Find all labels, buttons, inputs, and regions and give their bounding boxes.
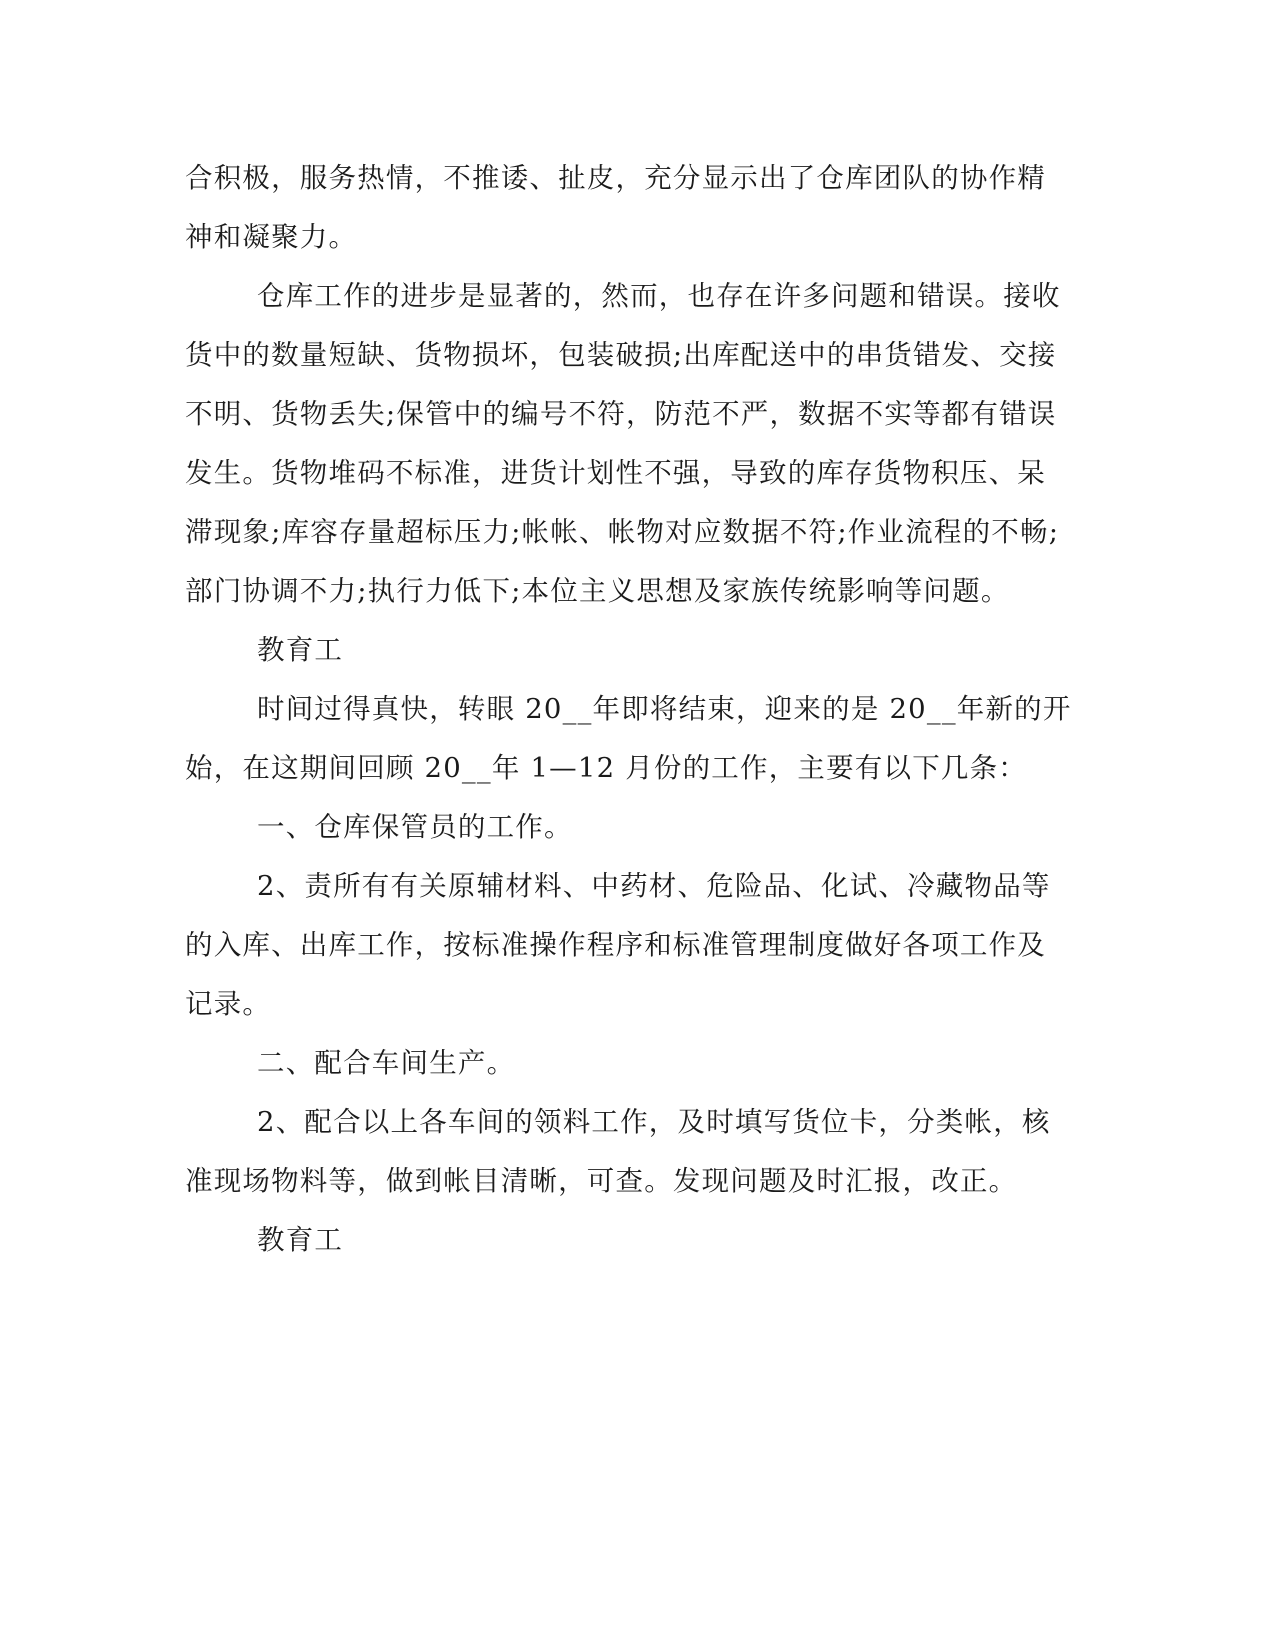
text-line: 的入库、出库工作，按标准操作程序和标准管理制度做好各项工作及	[185, 929, 1046, 961]
text-line: 部门协调不力;执行力低下;本位主义思想及家族传统影响等问题。	[185, 575, 1010, 607]
section-heading: 教育工	[257, 1224, 344, 1256]
text-line: 合积极，服务热情，不推诿、扯皮，充分显示出了仓库团队的协作精	[185, 162, 1046, 194]
paragraph-start-line: 时间过得真快，转眼 20__年即将结束，迎来的是 20__年新的开	[257, 693, 1072, 725]
text-line: 神和凝聚力。	[185, 221, 358, 253]
paragraph-start-line: 2、配合以上各车间的领料工作，及时填写货位卡，分类帐，核	[257, 1106, 1051, 1138]
section-heading: 一、仓库保管员的工作。	[257, 811, 573, 843]
text-line: 不明、货物丢失;保管中的编号不符，防范不严，数据不实等都有错误	[185, 398, 1057, 430]
section-heading: 教育工	[257, 634, 344, 666]
text-line: 货中的数量短缺、货物损坏，包装破损;出库配送中的串货错发、交接	[185, 339, 1057, 371]
section-heading: 二、配合车间生产。	[257, 1047, 516, 1079]
paragraph-start-line: 仓库工作的进步是显著的，然而，也存在许多问题和错误。接收	[257, 280, 1061, 312]
paragraph-start-line: 2、责所有有关原辅材料、中药材、危险品、化试、冷藏物品等	[257, 870, 1051, 902]
text-line: 记录。	[185, 988, 272, 1020]
text-line: 发生。货物堆码不标准，进货计划性不强，导致的库存货物积压、呆	[185, 457, 1046, 489]
text-line: 滞现象;库容存量超标压力;帐帐、帐物对应数据不符;作业流程的不畅;	[185, 516, 1060, 548]
text-line: 准现场物料等，做到帐目清晰，可查。发现问题及时汇报，改正。	[185, 1165, 1018, 1197]
text-line: 始，在这期间回顾 20__年 1—12 月份的工作，主要有以下几条：	[185, 752, 1028, 784]
